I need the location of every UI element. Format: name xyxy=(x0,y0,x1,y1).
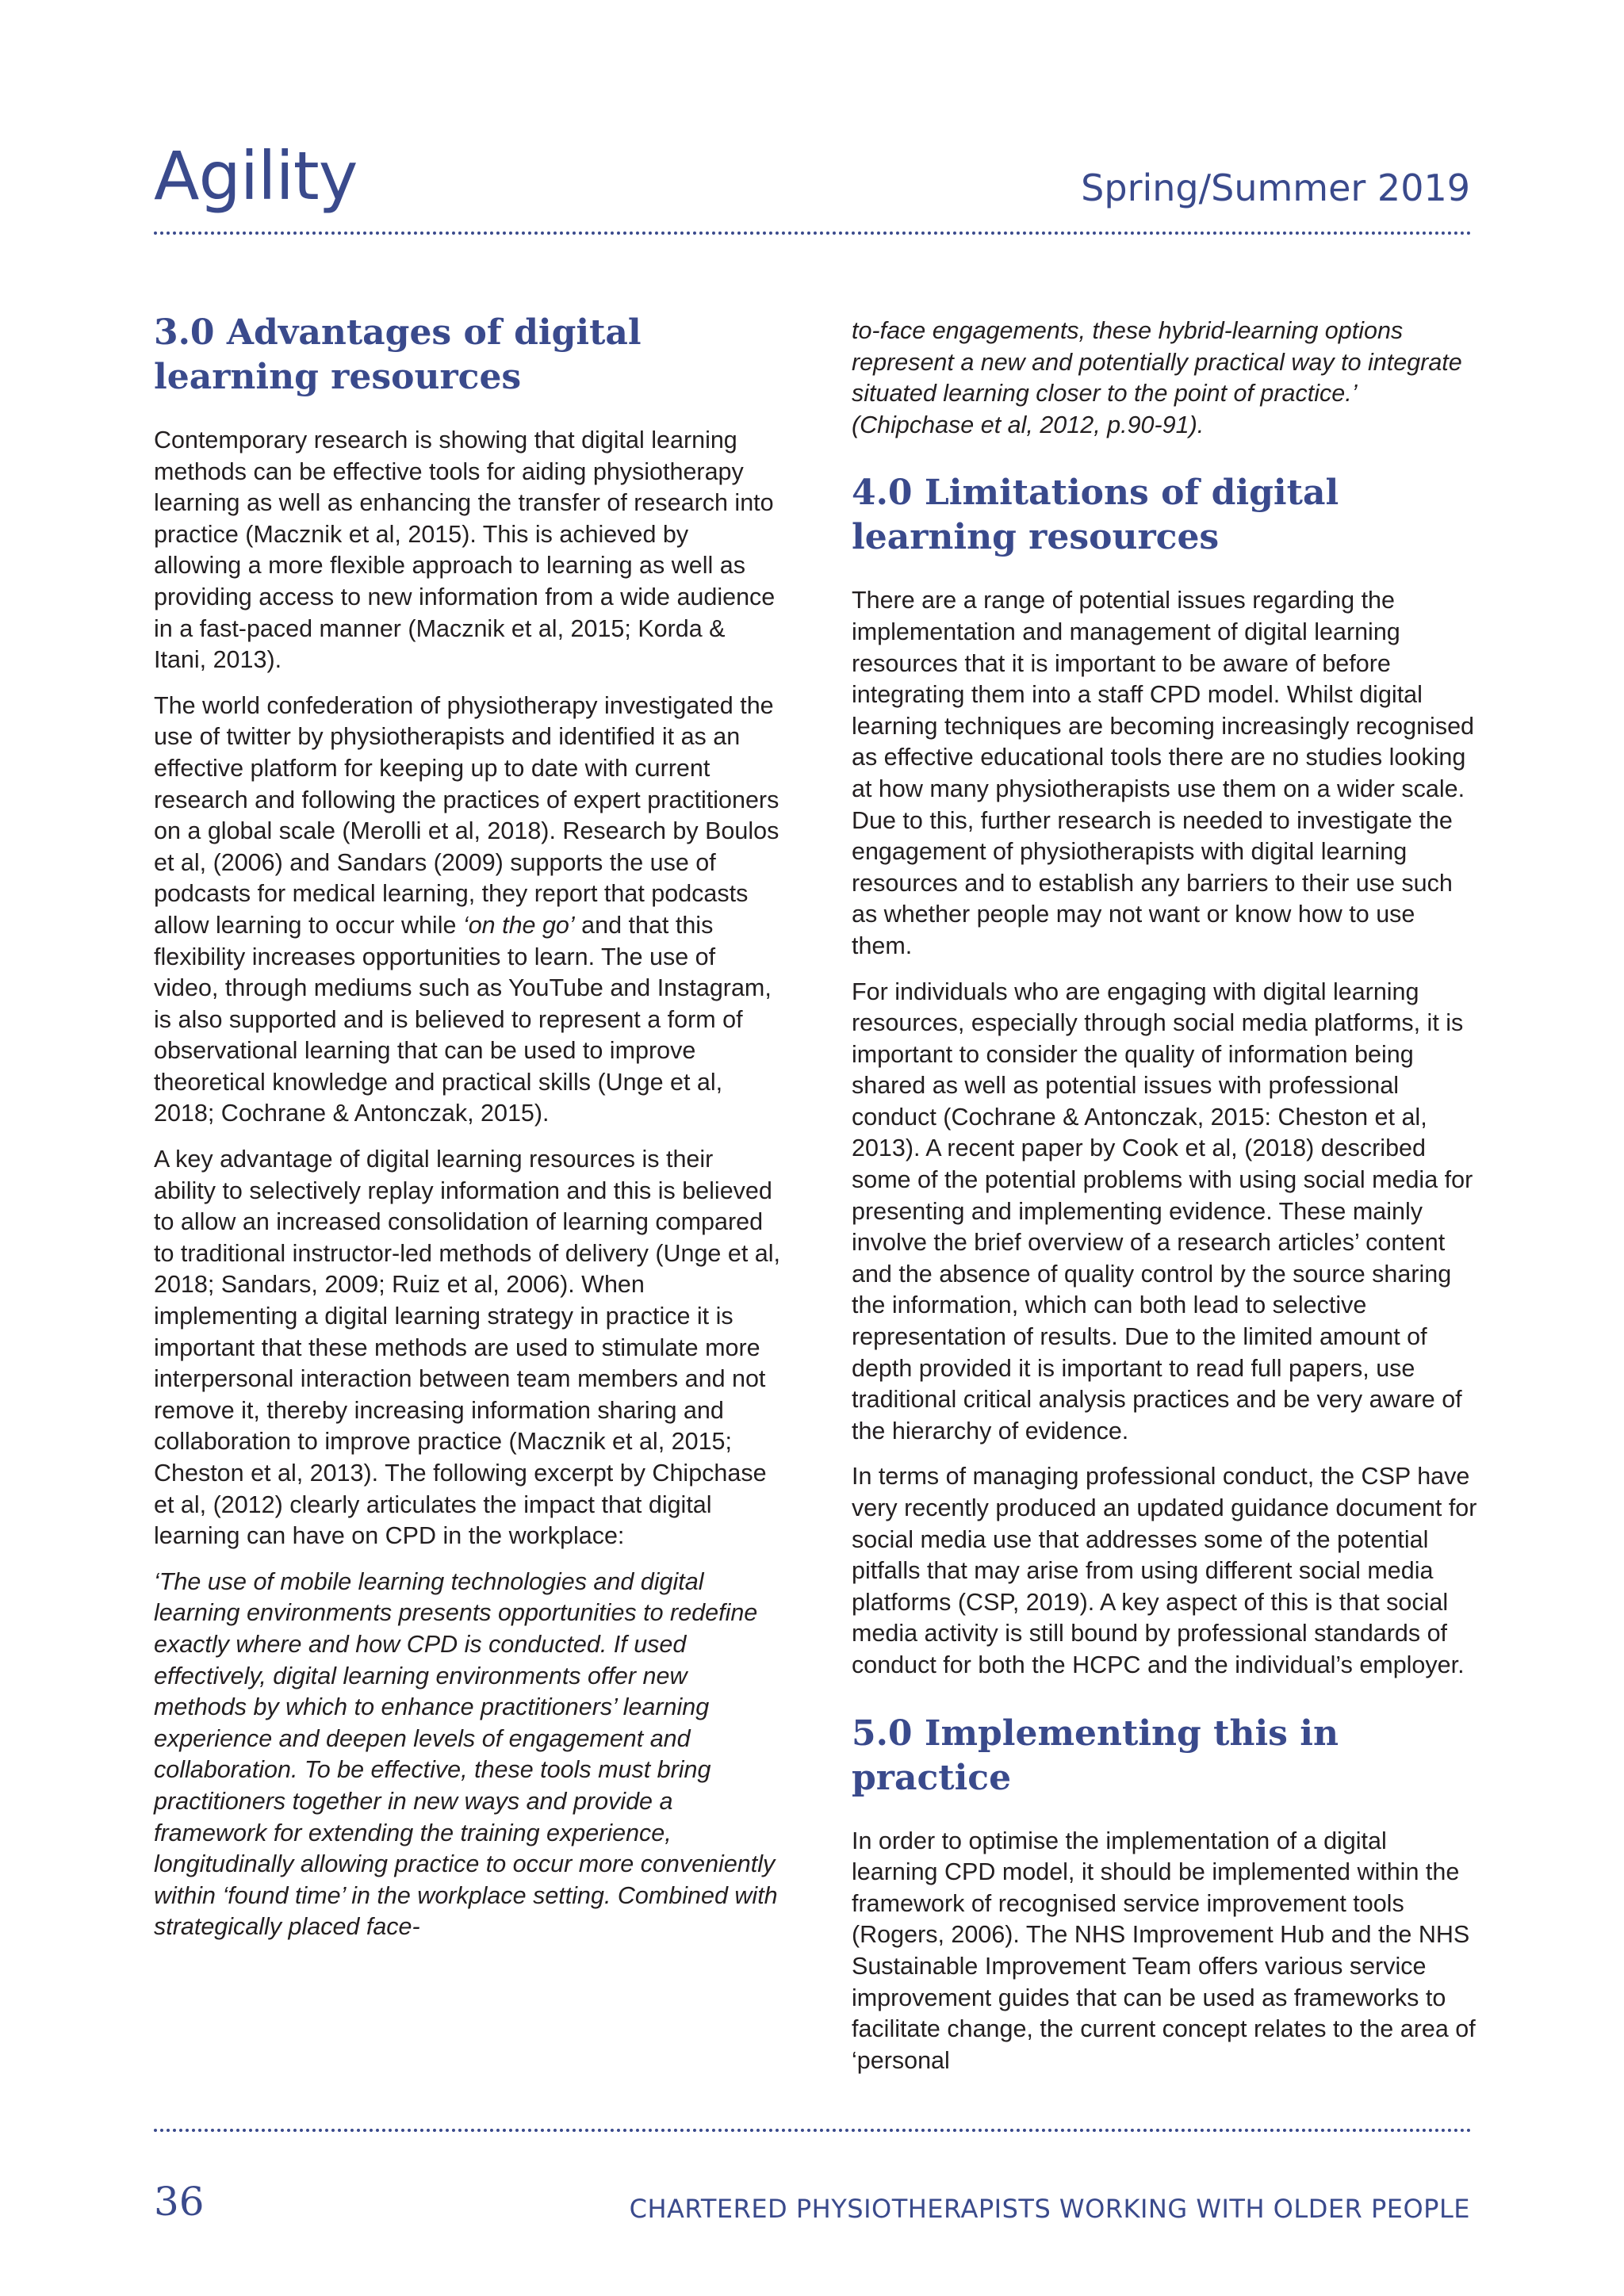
issue-date: Spring/Summer 2019 xyxy=(1081,166,1470,209)
footer-divider xyxy=(154,2129,1472,2132)
journal-title: Agility xyxy=(154,137,358,215)
paragraph: A key advantage of digital learning resources is their ability to selectively replay information and this is believed to allow an increased consolidation of learning compared to traditional instructor-led methods of delivery (Unge et al, 2018; Sandars, 2009; Ruiz et al, 2006). When implementing a digital learning strategy in practice it is important that these methods are used to stimulate more interpersonal interaction between team members and not remove it, thereby increasing information sharing and collaboration to improve practice (Macznik et al, 2015; Cheston et al, 2013). The following excerpt by Chipchase et al, (2012) clearly articulates the impact that digital learning can have on CPD in the workplace: xyxy=(154,1146,780,1550)
left-column xyxy=(154,311,780,1957)
paragraph: In terms of managing professional conduct, the CSP have very recently produced an updated guidance document for social media use that addresses some of the potential pitfalls that may arise from using different social media platforms (CSP, 2019). A key aspect of this is that social media activity is still bound by professional standards of conduct for both the HCPC and the individual’s employer. xyxy=(852,1463,1477,1678)
paragraph xyxy=(154,691,780,1130)
paragraph: Contemporary research is showing that digital learning methods can be effective tools for aiding physiotherapy learning as well as enhancing the transfer of research into practice (Macznik et al, 2015). This is achieved by allowing a more flexible approach to learning as well as providing access to new information from a wide audience in a fast-paced manner (Macznik et al, 2015; Korda & Itani, 2013). xyxy=(154,427,776,674)
text-run: and that this flexibility increases opportunities to learn. The use of video, through mediums such as YouTube and Instagram, is also supported and is believed to represent a form of observational learning that can be used to improve theoretical knowledge and practical skills (Unge et al, 2018; Cochrane & Antonczak, 2015). xyxy=(154,911,772,1127)
paragraph: There are a range of potential issues regarding the implementation and management of digital learning resources that it is important to be aware of before integrating them into a staff CPD model. Whilst digital learning techniques are becoming increasingly recognised as effective educational tools there are no studies looking at how many physiotherapists use them on a wider scale. Due to this, further research is needed to investigate the engagement of physiotherapists with digital learning resources and to establish any barriers to their use such as whether people may not want or know how to use them. xyxy=(852,587,1475,959)
text-run: The world confederation of physiotherapy investigated the use of twitter by physiotherapists and identified it as an effective platform for keeping up to date with current research and following the practices of expert practitioners on a global scale (Merolli et al, 2018). Research by Boulos et al, (2006) and Sandars (2009) supports the use of podcasts for medical learning, they report that podcasts allow learning to occur while xyxy=(154,691,779,939)
right-column xyxy=(852,316,1478,2091)
block-quote: ‘The use of mobile learning technologies and digital learning environments presents opportunities to redefine exactly where and how CPD is conducted. If used effectively, digital learning environments offer new methods by which to enhance practitioners’ learning experience and deepen levels of engagement and collaboration. To be effective, these tools must bring practitioners together in new ways and provide a framework for extending the training experience, longitudinally allowing practice to occur more conveniently within ‘found time’ in the workplace setting. Combined with strategically placed face- xyxy=(154,1567,778,1941)
publication-name: CHARTERED PHYSIOTHERAPISTS WORKING WITH OLDER PEOPLE xyxy=(629,2194,1470,2224)
section-heading-advantages: 3.0 Advantages of digital learning resources xyxy=(154,312,642,397)
block-quote-continued: to-face engagements, these hybrid-learning options represent a new and potentially practical way to integrate situated learning closer to the point of practice.’ (Chipchase et al, 2012, p.90-91). xyxy=(852,317,1462,438)
paragraph: For individuals who are engaging with digital learning resources, especially through social media platforms, it is important to consider the quality of information being shared as well as potential issues with professional conduct (Cochrane & Antonczak, 2015: Cheston et al, 2013). A recent paper by Cook et al, (2018) described some of the potential problems with using social media for presenting and implementing evidence. These mainly involve the brief overview of a research articles’ content and the absence of quality control by the source sharing the information, which can both lead to selective representation of results. Due to the limited amount of depth provided it is important to read full papers, use traditional critical analysis practices and be very aware of the hierarchy of evidence. xyxy=(852,978,1473,1445)
emphasis-text: ‘on the go’ xyxy=(462,911,575,939)
paragraph: In order to optimise the implementation of a digital learning CPD model, it should be implemented within the framework of recognised service improvement tools (Rogers, 2006). The NHS Improvement Hub and the NHS Sustainable Improvement Team offers various service improvement guides that can be used as frameworks to facilitate change, the current concept relates to the area of ‘personal xyxy=(852,1827,1476,2074)
section-heading-limitations: 4.0 Limitations of digital learning resources xyxy=(852,473,1339,558)
page-number: 36 xyxy=(154,2179,205,2225)
section-heading-implementing: 5.0 Implementing this in practice xyxy=(852,1712,1339,1798)
header-divider xyxy=(154,232,1472,235)
